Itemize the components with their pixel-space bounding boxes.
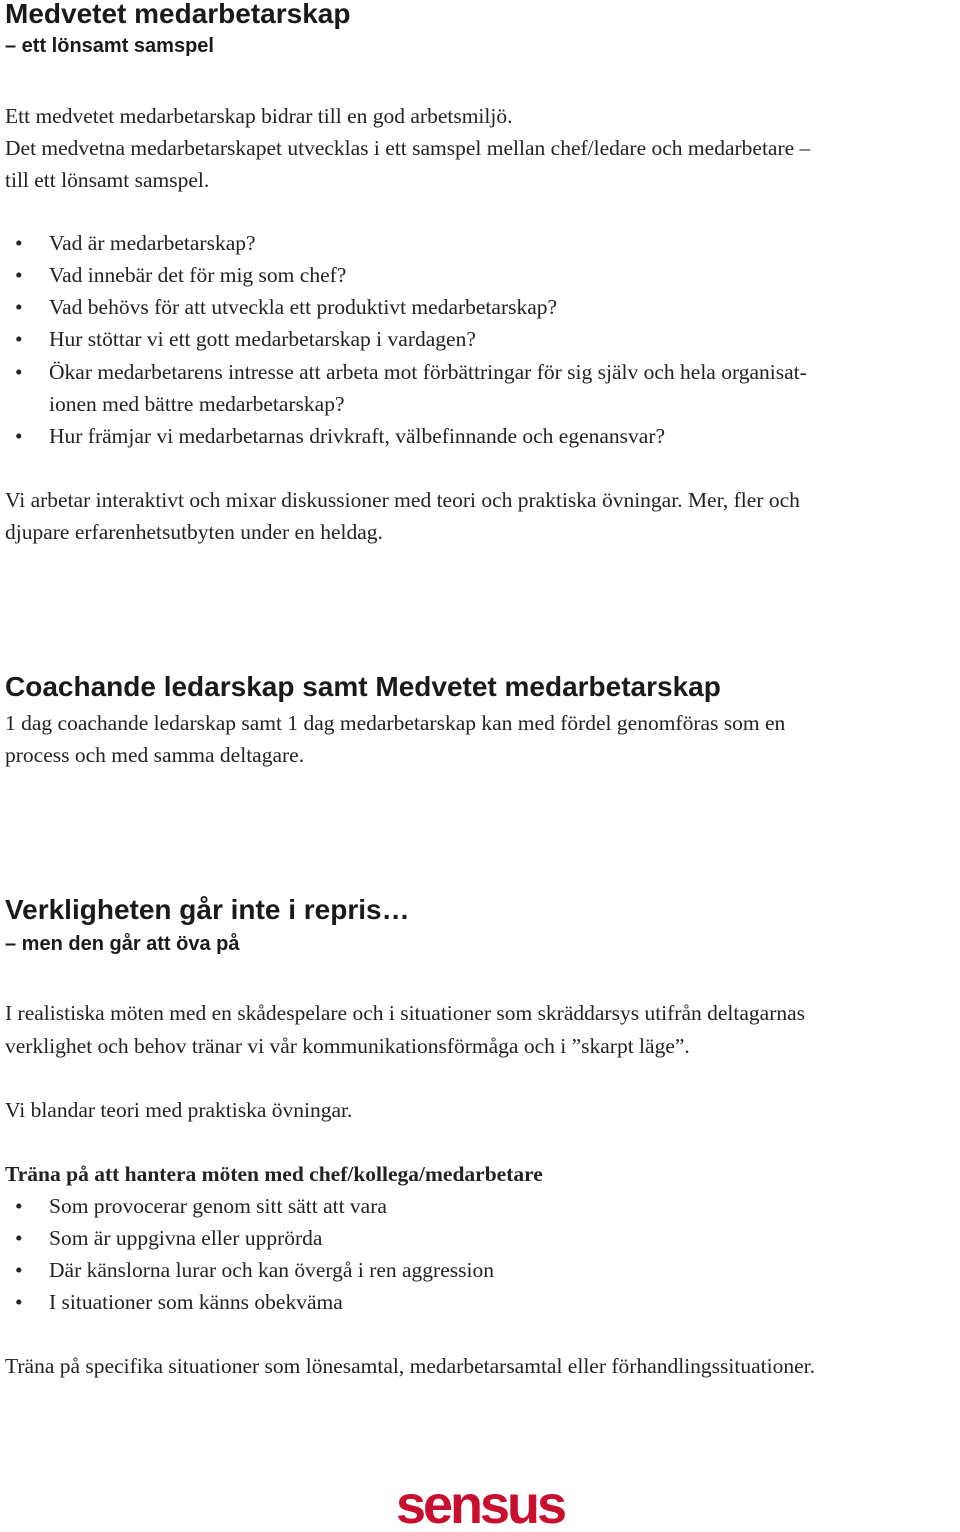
- bullet-icon: •: [15, 327, 23, 351]
- list-item: Hur stöttar vi ett gott medarbetarskap i vardagen?: [49, 327, 476, 351]
- section1-intro-line: Det medvetna medarbetarskapet utvecklas i ett samspel mellan chef/ledare och medarbetare –: [5, 136, 811, 160]
- sensus-logo: [373, 1478, 587, 1532]
- bullet-icon: •: [15, 263, 23, 287]
- bullet-icon: •: [15, 360, 23, 384]
- bullet-icon: •: [15, 1194, 23, 1218]
- list-item: Vad är medarbetarskap?: [49, 231, 256, 255]
- bullet-icon: •: [15, 1290, 23, 1314]
- section2-text-line: 1 dag coachande ledarskap samt 1 dag medarbetarskap kan med fördel genomföras som en: [5, 711, 786, 735]
- section1-subtitle: – ett lönsamt samspel: [5, 35, 214, 57]
- list-item-continuation: ionen med bättre medarbetarskap?: [49, 392, 345, 416]
- bullet-icon: •: [15, 1258, 23, 1282]
- list-item: I situationer som känns obekväma: [49, 1290, 343, 1314]
- section3-subtitle: – men den går att öva på: [5, 933, 240, 955]
- bullet-icon: •: [15, 231, 23, 255]
- section3-theory: Vi blandar teori med praktiska övningar.: [5, 1098, 353, 1122]
- bullet-icon: •: [15, 424, 23, 448]
- list-item: Vad innebär det för mig som chef?: [49, 263, 347, 287]
- list-item: Ökar medarbetarens intresse att arbeta mot förbättringar för sig själv och hela organisat-: [49, 360, 807, 384]
- bullet-icon: •: [15, 295, 23, 319]
- section1-closing-line: djupare erfarenhetsutbyten under en heldag.: [5, 520, 383, 544]
- section3-intro-line: I realistiska möten med en skådespelare och i situationer som skräddarsys utifrån deltagarnas: [5, 1001, 806, 1025]
- bullet-icon: •: [15, 1226, 23, 1250]
- practice-heading: Träna på att hantera möten med chef/kollega/medarbetare: [5, 1162, 543, 1186]
- section2-text-line: process och med samma deltagare.: [5, 743, 305, 767]
- section3-intro-line: verklighet och behov tränar vi vår kommunikationsförmåga och i ”skarpt läge”.: [5, 1034, 690, 1058]
- section1-intro-line: Ett medvetet medarbetarskap bidrar till en god arbetsmiljö.: [5, 104, 513, 128]
- section1-intro-line: till ett lönsamt samspel.: [5, 168, 210, 192]
- list-item: Där känslorna lurar och kan övergå i ren aggression: [49, 1258, 494, 1282]
- logo-wordmark: sensus: [395, 1478, 565, 1532]
- list-item: Vad behövs för att utveckla ett produktivt medarbetarskap?: [49, 295, 558, 319]
- list-item: Som provocerar genom sitt sätt att vara: [49, 1194, 387, 1218]
- section1-title: Medvetet medarbetarskap: [5, 0, 351, 29]
- list-item: Som är uppgivna eller upprörda: [49, 1226, 323, 1250]
- section3-title: Verkligheten går inte i repris…: [5, 894, 410, 925]
- section3-closing: Träna på specifika situationer som lönesamtal, medarbetarsamtal eller förhandlingssituationer.: [5, 1354, 815, 1378]
- section2-title: Coachande ledarskap samt Medvetet medarbetarskap: [5, 671, 721, 702]
- list-item: Hur främjar vi medarbetarnas drivkraft, välbefinnande och egenansvar?: [49, 424, 666, 448]
- section1-closing-line: Vi arbetar interaktivt och mixar diskussioner med teori och praktiska övningar. Mer, fler och: [5, 488, 800, 512]
